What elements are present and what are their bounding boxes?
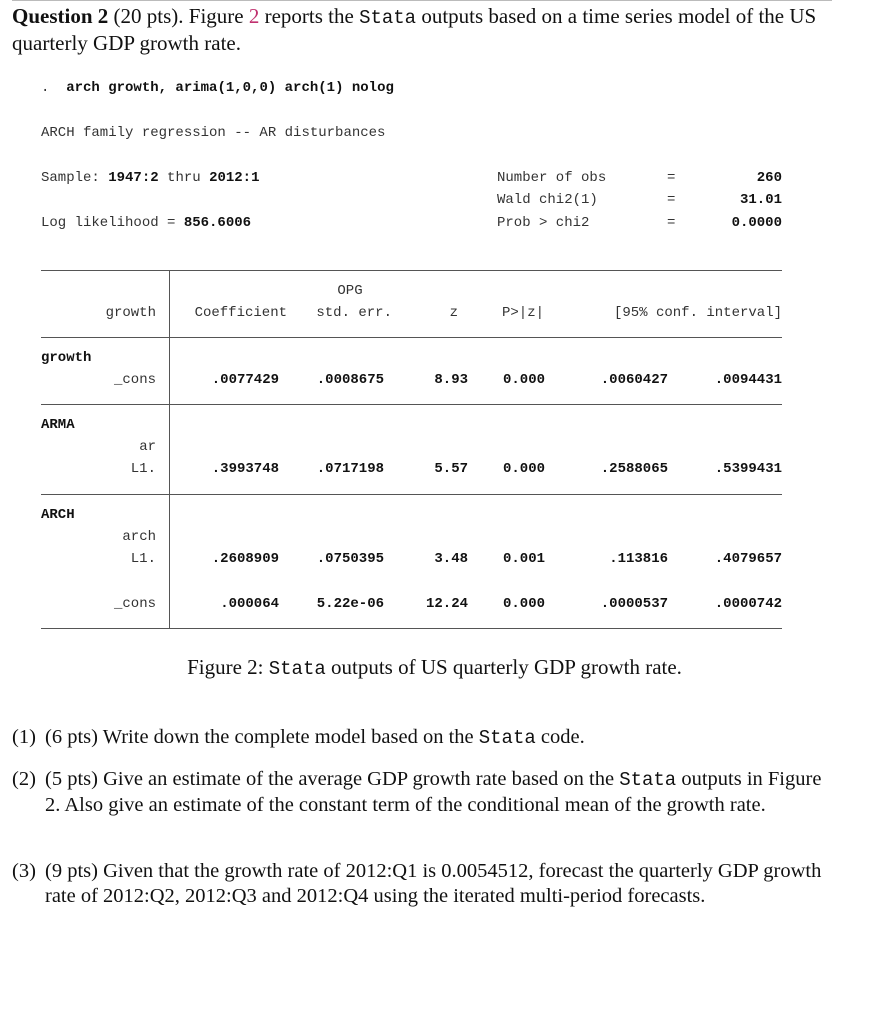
loglik-line <box>41 215 251 231</box>
row-ar-group: ar <box>139 439 156 455</box>
row-ar-l1-p: 0.000 <box>502 461 545 477</box>
table-header-rule <box>41 337 782 338</box>
row-arch-cons-se: 5.22e-06 <box>316 596 384 612</box>
section-arch: ARCH <box>41 507 75 523</box>
sample-line <box>41 170 259 186</box>
row-growth-cons-lo: .0060427 <box>600 372 668 388</box>
row-arch-cons-coef: .000064 <box>220 596 279 612</box>
figure-link[interactable]: 2 <box>248 4 260 28</box>
row-arch-l1-lo: .113816 <box>609 551 668 567</box>
row-arch-l1-z: 3.48 <box>434 551 468 567</box>
regression-title: ARCH family regression -- AR disturbances <box>41 125 386 141</box>
table-top-rule <box>41 270 782 271</box>
question-title: Question 2 <box>12 4 109 28</box>
stat-label-prob: Prob > chi2 <box>497 215 590 231</box>
row-ar-l1-lo: .2588065 <box>600 461 668 477</box>
row-growth-cons-se: .0008675 <box>316 372 384 388</box>
sub-question-3 <box>12 859 832 908</box>
sub-question-1 <box>12 725 832 751</box>
stat-value-prob: 0.0000 <box>731 215 782 231</box>
row-arch-cons-p: 0.000 <box>502 596 545 612</box>
section-growth: growth <box>41 350 92 366</box>
loglik-label: Log likelihood = <box>41 215 176 231</box>
table-section-rule-1 <box>41 404 782 405</box>
header-opg: OPG <box>337 283 363 299</box>
heading-text-3: outputs based on a time series model of the US quarterly GDP growth rate. <box>12 4 817 55</box>
caption-prefix: Figure 2: <box>187 655 264 679</box>
caption-suffix: outputs of US quarterly GDP growth rate. <box>331 655 682 679</box>
sub-question-2-text: (5 pts) Give an estimate of the average GDP growth rate based on the <box>45 768 615 790</box>
sub-question-1-label: (1) <box>12 726 36 748</box>
stat-eq-nobs: = <box>667 170 676 186</box>
sub-question-1-text: (6 pts) Write down the complete model based on the <box>45 726 474 748</box>
sample-thru: thru <box>167 170 201 186</box>
stat-label-wald: Wald chi2(1) <box>497 192 598 208</box>
stata-command-line <box>41 80 394 96</box>
sub-question-3-text: (9 pts) Given that the growth rate of 2012:Q1 is 0.0054512, forecast the quarterly GDP growth rate of 2012:Q2, 2012:Q3 and 2012:Q4 using the iterated multi-period forecasts. <box>45 860 822 907</box>
row-arch-cons-hi: .0000742 <box>714 596 782 612</box>
figure-caption <box>0 655 869 680</box>
sub-question-3-label: (3) <box>12 860 36 882</box>
stat-value-wald: 31.01 <box>739 192 782 208</box>
row-growth-cons-coef: .0077429 <box>211 372 279 388</box>
stat-eq-prob: = <box>667 215 676 231</box>
command-prompt: . <box>41 80 50 96</box>
section-arma: ARMA <box>41 417 75 433</box>
sub-question-2 <box>12 767 832 817</box>
row-arch-l1-hi: .4079657 <box>714 551 782 567</box>
header-coef: Coefficient <box>194 305 287 321</box>
header-p: P>|z| <box>501 305 544 321</box>
sample-start: 1947:2 <box>108 170 159 186</box>
sample-end: 2012:1 <box>209 170 260 186</box>
header-z: z <box>449 305 458 321</box>
row-growth-cons-hi: .0094431 <box>714 372 782 388</box>
command-text: arch growth, arima(1,0,0) arch(1) nolog <box>66 80 394 96</box>
row-growth-cons-z: 8.93 <box>434 372 468 388</box>
header-depvar: growth <box>105 305 156 321</box>
header-ci: [95% conf. interval] <box>613 305 782 321</box>
table-vertical-rule <box>169 270 170 628</box>
header-se: std. err. <box>316 305 392 321</box>
stat-value-nobs: 260 <box>756 170 782 186</box>
heading-text-2: reports the <box>264 4 354 28</box>
top-rule <box>12 0 832 1</box>
sub-question-2-text-end: outputs in Figure 2. Also give an estimate of the constant term of the conditional mean of the growth rate. <box>45 768 822 816</box>
sample-label: Sample: <box>41 170 100 186</box>
row-ar-l1-name: L1. <box>130 461 156 477</box>
row-arch-l1-name: L1. <box>130 551 156 567</box>
row-growth-cons-p: 0.000 <box>502 372 545 388</box>
sub-question-2-label: (2) <box>12 768 36 790</box>
row-ar-l1-coef: .3993748 <box>211 461 279 477</box>
question-heading <box>12 4 832 56</box>
table-bottom-rule <box>41 628 782 629</box>
row-ar-l1-hi: .5399431 <box>714 461 782 477</box>
question-points: (20 pts). <box>113 4 184 28</box>
stat-eq-wald: = <box>667 192 676 208</box>
row-arch-l1-coef: .2608909 <box>211 551 279 567</box>
row-arch-l1-p: 0.001 <box>502 551 545 567</box>
row-ar-l1-se: .0717198 <box>316 461 384 477</box>
row-growth-cons-name: _cons <box>113 372 156 388</box>
heading-code-word: Stata <box>359 7 417 29</box>
heading-text-1: Figure <box>188 4 244 28</box>
row-arch-cons-lo: .0000537 <box>600 596 668 612</box>
row-arch-group: arch <box>122 529 156 545</box>
row-arch-cons-name: _cons <box>113 596 156 612</box>
sub-question-2-code: Stata <box>619 769 677 791</box>
row-arch-l1-se: .0750395 <box>316 551 384 567</box>
stat-label-nobs: Number of obs <box>497 170 607 186</box>
sub-question-1-text-end: code. <box>540 726 585 748</box>
row-arch-cons-z: 12.24 <box>425 596 468 612</box>
loglik-value: 856.6006 <box>183 215 252 231</box>
table-section-rule-2 <box>41 494 782 495</box>
row-ar-l1-z: 5.57 <box>434 461 468 477</box>
sub-question-1-code: Stata <box>478 727 536 749</box>
caption-code-word: Stata <box>268 658 326 680</box>
